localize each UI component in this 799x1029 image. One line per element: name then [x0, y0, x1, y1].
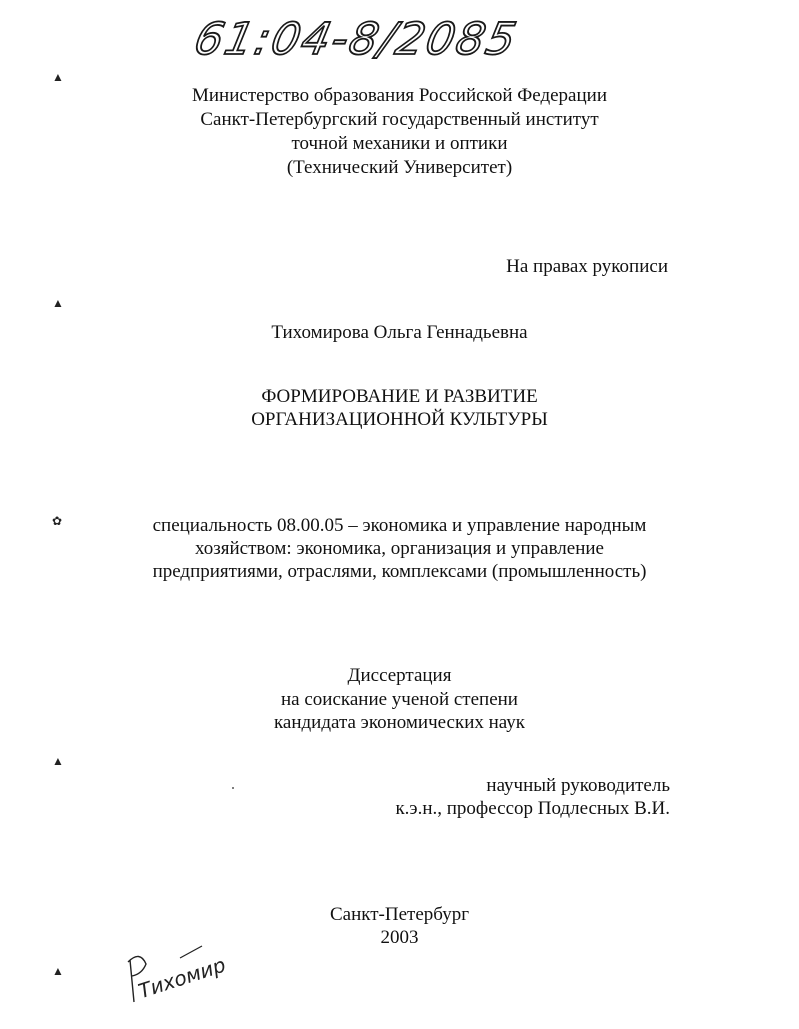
signature-text: Тихомир [135, 952, 229, 1004]
manuscript-note: На правах рукописи [506, 256, 668, 277]
specialty-line-2: хозяйством: экономика, организация и управление [194, 538, 604, 559]
margin-mark-5: ▲ [52, 964, 64, 978]
title-line-1: ФОРМИРОВАНИЕ И РАЗВИТИЕ [261, 386, 538, 407]
institute-line-3: (Технический Университет) [286, 157, 513, 178]
institute-line-2: точной механики и оптики [291, 133, 508, 154]
author-name: Тихомирова Ольга Геннадьевна [271, 322, 528, 343]
institute-line-1: Санкт-Петербургский государственный институт [200, 109, 599, 130]
dissertation-line-1: Диссертация [347, 665, 452, 686]
specialty-line-3: предприятиями, отраслями, комплексами (промышленность) [152, 561, 647, 582]
supervisor-line-2: к.э.н., профессор Подлесных В.И. [395, 798, 670, 819]
margin-mark-3: ✿ [52, 514, 63, 528]
handwritten-archive-mark [189, 8, 523, 68]
archive-mark [189, 8, 523, 68]
dissertation-line-2: на соискание ученой степени [281, 689, 518, 710]
year: 2003 [380, 927, 419, 948]
margin-mark-1: ▲ [52, 70, 64, 84]
margin-mark-4: ▲ [52, 754, 64, 768]
title-line-2: ОРГАНИЗАЦИОННОЙ КУЛЬТУРЫ [251, 409, 548, 430]
city: Санкт-Петербург [329, 904, 469, 925]
dissertation-line-3: кандидата экономических наук [273, 712, 526, 733]
margin-mark-2: ▲ [52, 296, 64, 310]
ministry-line: Министерство образования Российской Федерации [192, 85, 607, 106]
specialty-line-1: специальность 08.00.05 – экономика и управление народным [152, 515, 647, 536]
supervisor-line-1: научный руководитель [486, 775, 670, 796]
signature [120, 940, 229, 1010]
archive-mark-text: 61:04-8/2085 [189, 14, 523, 65]
signature-drawing [120, 940, 229, 1010]
